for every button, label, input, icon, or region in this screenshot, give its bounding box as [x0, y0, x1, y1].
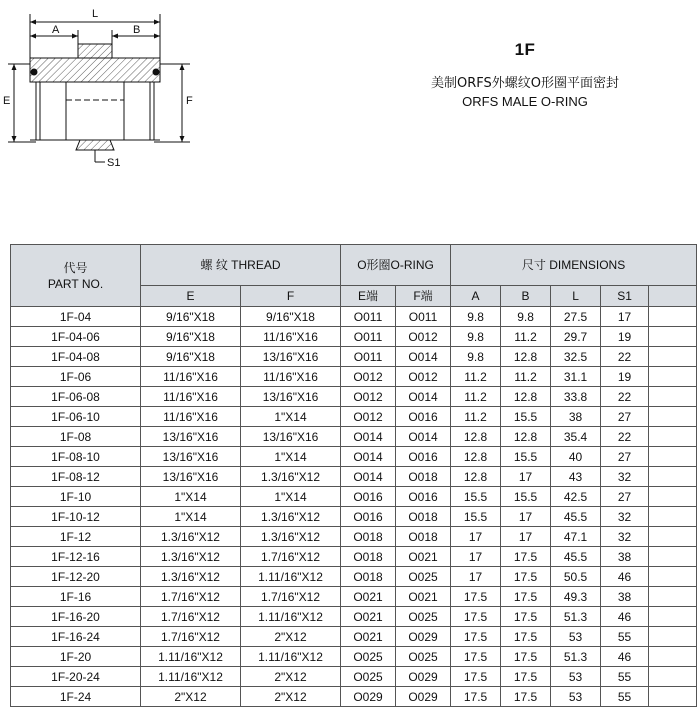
table-row [11, 567, 697, 587]
cell-oring-f: O016 [396, 487, 451, 507]
english-title: ORFS MALE O-RING [462, 94, 588, 109]
cell-dim-a: 17.5 [451, 607, 501, 627]
cell-thread-f: 1.3/16"X12 [241, 507, 341, 527]
cell-dim-a: 17.5 [451, 647, 501, 667]
cell-oring-e: O025 [341, 647, 396, 667]
table-row [11, 467, 697, 487]
cell-dim-l: 38 [551, 407, 601, 427]
cell-dim-l: 42.5 [551, 487, 601, 507]
cell-dim-b: 17 [501, 527, 551, 547]
cell-part-no: 1F-24 [11, 687, 141, 707]
header-b: B [501, 286, 551, 307]
cell-thread-e: 1.3/16"X12 [141, 547, 241, 567]
cell-dim-a: 9.8 [451, 347, 501, 367]
table-row [11, 547, 697, 567]
cell-oring-f: O029 [396, 667, 451, 687]
cell-dim-l: 29.7 [551, 327, 601, 347]
header-f: F [241, 286, 341, 307]
cell-thread-e: 1.3/16"X12 [141, 567, 241, 587]
cell-thread-f: 1.11/16"X12 [241, 607, 341, 627]
cell-blank [649, 307, 697, 327]
cell-thread-f: 1.3/16"X12 [241, 467, 341, 487]
cell-thread-f: 11/16"X16 [241, 327, 341, 347]
cell-thread-e: 2"X12 [141, 687, 241, 707]
cell-blank [649, 387, 697, 407]
header-blank [649, 286, 697, 307]
cell-dim-l: 50.5 [551, 567, 601, 587]
cell-oring-e: O021 [341, 607, 396, 627]
cell-oring-f: O025 [396, 647, 451, 667]
fitting-code: 1F [514, 40, 536, 59]
label-s1: S1 [107, 157, 121, 169]
cell-dim-s1: 17 [601, 307, 649, 327]
cell-dim-b: 15.5 [501, 487, 551, 507]
cell-thread-f: 1.11/16"X12 [241, 647, 341, 667]
cell-oring-e: O018 [341, 567, 396, 587]
spec-table [10, 244, 697, 707]
table-row [11, 607, 697, 627]
cell-thread-f: 1"X14 [241, 447, 341, 467]
cell-oring-e: O029 [341, 687, 396, 707]
cell-thread-e: 11/16"X16 [141, 387, 241, 407]
cell-part-no: 1F-12-16 [11, 547, 141, 567]
cell-dim-s1: 38 [601, 547, 649, 567]
cell-dim-a: 17.5 [451, 667, 501, 687]
cell-dim-l: 45.5 [551, 547, 601, 567]
cell-oring-f: O018 [396, 527, 451, 547]
cell-blank [649, 347, 697, 367]
cell-blank [649, 507, 697, 527]
cell-oring-e: O021 [341, 627, 396, 647]
cell-oring-e: O014 [341, 447, 396, 467]
cell-thread-f: 1.7/16"X12 [241, 547, 341, 567]
cell-oring-e: O014 [341, 467, 396, 487]
table-row [11, 507, 697, 527]
cell-dim-l: 45.5 [551, 507, 601, 527]
table-row [11, 627, 697, 647]
cell-dim-s1: 19 [601, 367, 649, 387]
cell-dim-s1: 46 [601, 607, 649, 627]
cell-part-no: 1F-06 [11, 367, 141, 387]
cell-dim-l: 35.4 [551, 427, 601, 447]
cell-dim-s1: 22 [601, 387, 649, 407]
cell-dim-a: 9.8 [451, 327, 501, 347]
cell-dim-l: 40 [551, 447, 601, 467]
cell-dim-l: 51.3 [551, 647, 601, 667]
cell-blank [649, 527, 697, 547]
cell-oring-f: O029 [396, 627, 451, 647]
cell-dim-b: 11.2 [501, 367, 551, 387]
cell-dim-a: 12.8 [451, 447, 501, 467]
cell-oring-e: O016 [341, 487, 396, 507]
cell-thread-e: 9/16"X18 [141, 327, 241, 347]
cell-blank [649, 367, 697, 387]
fitting-drawing [0, 0, 220, 185]
cell-dim-a: 15.5 [451, 487, 501, 507]
cell-thread-e: 1.3/16"X12 [141, 527, 241, 547]
cell-thread-e: 1"X14 [141, 487, 241, 507]
cell-oring-e: O011 [341, 347, 396, 367]
cell-oring-f: O021 [396, 587, 451, 607]
cell-oring-f: O025 [396, 567, 451, 587]
cell-part-no: 1F-16 [11, 587, 141, 607]
cell-thread-e: 13/16"X16 [141, 467, 241, 487]
cell-oring-f: O014 [396, 347, 451, 367]
table-row [11, 327, 697, 347]
cell-dim-a: 11.2 [451, 407, 501, 427]
cell-part-no: 1F-08-12 [11, 467, 141, 487]
cell-thread-f: 2"X12 [241, 667, 341, 687]
title-block [390, 40, 660, 109]
cell-part-no: 1F-16-24 [11, 627, 141, 647]
table-row [11, 307, 697, 327]
cell-oring-e: O011 [341, 327, 396, 347]
cell-part-no: 1F-08 [11, 427, 141, 447]
cell-part-no: 1F-12 [11, 527, 141, 547]
cell-thread-e: 11/16"X16 [141, 367, 241, 387]
cell-blank [649, 427, 697, 447]
table-row [11, 427, 697, 447]
cell-dim-a: 9.8 [451, 307, 501, 327]
cell-dim-s1: 46 [601, 647, 649, 667]
cell-dim-l: 49.3 [551, 587, 601, 607]
cell-oring-f: O018 [396, 507, 451, 527]
cell-dim-b: 9.8 [501, 307, 551, 327]
spec-table-body [11, 307, 697, 707]
cell-dim-l: 53 [551, 667, 601, 687]
cell-oring-f: O012 [396, 367, 451, 387]
cell-dim-b: 12.8 [501, 347, 551, 367]
table-row [11, 407, 697, 427]
cell-dim-s1: 55 [601, 627, 649, 647]
cell-thread-e: 1.7/16"X12 [141, 587, 241, 607]
cell-dim-l: 51.3 [551, 607, 601, 627]
cell-dim-b: 17.5 [501, 587, 551, 607]
cell-oring-e: O012 [341, 407, 396, 427]
label-l: L [92, 8, 99, 20]
cell-dim-s1: 22 [601, 347, 649, 367]
cell-oring-e: O016 [341, 507, 396, 527]
cell-oring-f: O029 [396, 687, 451, 707]
cell-part-no: 1F-08-10 [11, 447, 141, 467]
cell-thread-e: 1.7/16"X12 [141, 627, 241, 647]
cell-blank [649, 547, 697, 567]
cell-dim-a: 15.5 [451, 507, 501, 527]
cell-dim-b: 12.8 [501, 387, 551, 407]
cell-thread-f: 11/16"X16 [241, 367, 341, 387]
cell-dim-a: 17 [451, 567, 501, 587]
cell-thread-f: 13/16"X16 [241, 387, 341, 407]
cell-dim-l: 53 [551, 627, 601, 647]
cell-dim-s1: 55 [601, 687, 649, 707]
cell-oring-f: O014 [396, 427, 451, 447]
table-row [11, 347, 697, 367]
cell-dim-a: 17.5 [451, 587, 501, 607]
cell-blank [649, 627, 697, 647]
cell-blank [649, 567, 697, 587]
label-b: B [133, 24, 141, 36]
table-row [11, 447, 697, 467]
cell-dim-l: 31.1 [551, 367, 601, 387]
cell-dim-l: 43 [551, 467, 601, 487]
cell-thread-e: 9/16"X18 [141, 307, 241, 327]
cell-dim-s1: 19 [601, 327, 649, 347]
cell-dim-s1: 27 [601, 447, 649, 467]
cell-thread-e: 13/16"X16 [141, 447, 241, 467]
cell-dim-b: 11.2 [501, 327, 551, 347]
cell-dim-b: 17.5 [501, 547, 551, 567]
header-e-end: E端 [341, 286, 396, 307]
cell-dim-s1: 27 [601, 487, 649, 507]
cell-part-no: 1F-10 [11, 487, 141, 507]
cell-dim-l: 53 [551, 687, 601, 707]
table-row [11, 667, 697, 687]
cell-oring-e: O012 [341, 387, 396, 407]
cell-part-no: 1F-10-12 [11, 507, 141, 527]
cell-dim-l: 27.5 [551, 307, 601, 327]
cell-oring-e: O018 [341, 527, 396, 547]
cell-thread-f: 1"X14 [241, 487, 341, 507]
cell-dim-a: 17.5 [451, 687, 501, 707]
cell-thread-f: 2"X12 [241, 687, 341, 707]
cell-thread-e: 1"X14 [141, 507, 241, 527]
cell-part-no: 1F-06-08 [11, 387, 141, 407]
cell-dim-b: 17.5 [501, 607, 551, 627]
cell-dim-a: 17 [451, 527, 501, 547]
cell-blank [649, 647, 697, 667]
table-row [11, 527, 697, 547]
cell-blank [649, 327, 697, 347]
header-e: E [141, 286, 241, 307]
label-f: F [186, 95, 193, 107]
cell-dim-b: 17.5 [501, 687, 551, 707]
table-row [11, 387, 697, 407]
cell-part-no: 1F-12-20 [11, 567, 141, 587]
cell-thread-e: 11/16"X16 [141, 407, 241, 427]
header-part-no: 代号 PART NO. [11, 245, 141, 307]
cell-dim-a: 12.8 [451, 427, 501, 447]
cell-thread-f: 1.7/16"X12 [241, 587, 341, 607]
cell-part-no: 1F-06-10 [11, 407, 141, 427]
cell-dim-b: 15.5 [501, 407, 551, 427]
header-f-end: F端 [396, 286, 451, 307]
cell-dim-b: 17.5 [501, 627, 551, 647]
header-dimensions: 尺寸 DIMENSIONS [451, 245, 697, 286]
cell-dim-a: 17 [451, 547, 501, 567]
label-e: E [3, 95, 11, 107]
header-s1: S1 [601, 286, 649, 307]
cell-thread-f: 2"X12 [241, 627, 341, 647]
cell-oring-f: O014 [396, 387, 451, 407]
cell-dim-s1: 32 [601, 527, 649, 547]
cell-oring-f: O025 [396, 607, 451, 627]
cell-dim-b: 15.5 [501, 447, 551, 467]
cell-thread-f: 13/16"X16 [241, 427, 341, 447]
cell-oring-f: O021 [396, 547, 451, 567]
cell-thread-e: 1.11/16"X12 [141, 667, 241, 687]
cell-dim-l: 32.5 [551, 347, 601, 367]
cell-dim-s1: 22 [601, 427, 649, 447]
chinese-title: 美制ORFS外螺纹O形圈平面密封 [431, 76, 619, 91]
cell-blank [649, 407, 697, 427]
cell-thread-f: 9/16"X18 [241, 307, 341, 327]
cell-part-no: 1F-04-08 [11, 347, 141, 367]
cell-oring-f: O018 [396, 467, 451, 487]
cell-blank [649, 467, 697, 487]
cell-oring-f: O016 [396, 447, 451, 467]
cell-blank [649, 447, 697, 467]
cell-dim-b: 17.5 [501, 647, 551, 667]
cell-thread-f: 13/16"X16 [241, 347, 341, 367]
cell-thread-f: 1"X14 [241, 407, 341, 427]
header-thread: 螺 纹 THREAD [141, 245, 341, 286]
cell-thread-f: 1.11/16"X12 [241, 567, 341, 587]
cell-blank [649, 607, 697, 627]
cell-dim-a: 11.2 [451, 367, 501, 387]
cell-dim-l: 47.1 [551, 527, 601, 547]
cell-dim-s1: 38 [601, 587, 649, 607]
cell-oring-f: O012 [396, 327, 451, 347]
cell-blank [649, 667, 697, 687]
cell-dim-s1: 46 [601, 567, 649, 587]
cell-oring-e: O021 [341, 587, 396, 607]
cell-dim-b: 17.5 [501, 667, 551, 687]
cell-dim-s1: 32 [601, 467, 649, 487]
cell-dim-s1: 27 [601, 407, 649, 427]
header-a: A [451, 286, 501, 307]
cell-dim-s1: 32 [601, 507, 649, 527]
cell-dim-l: 33.8 [551, 387, 601, 407]
cell-dim-s1: 55 [601, 667, 649, 687]
cell-oring-e: O018 [341, 547, 396, 567]
table-row [11, 647, 697, 667]
cell-oring-e: O025 [341, 667, 396, 687]
cell-dim-b: 12.8 [501, 427, 551, 447]
cell-thread-e: 9/16"X18 [141, 347, 241, 367]
table-row [11, 587, 697, 607]
table-row [11, 487, 697, 507]
cell-dim-a: 12.8 [451, 467, 501, 487]
cell-dim-a: 17.5 [451, 627, 501, 647]
cell-part-no: 1F-04 [11, 307, 141, 327]
cell-blank [649, 587, 697, 607]
cell-oring-f: O011 [396, 307, 451, 327]
cell-thread-e: 13/16"X16 [141, 427, 241, 447]
cell-part-no: 1F-20 [11, 647, 141, 667]
cell-thread-f: 1.3/16"X12 [241, 527, 341, 547]
cell-oring-e: O014 [341, 427, 396, 447]
table-row [11, 367, 697, 387]
cell-thread-e: 1.11/16"X12 [141, 647, 241, 667]
cell-part-no: 1F-20-24 [11, 667, 141, 687]
header-oring: O形圈O-RING [341, 245, 451, 286]
cell-dim-b: 17 [501, 467, 551, 487]
cell-oring-e: O012 [341, 367, 396, 387]
cell-dim-b: 17.5 [501, 567, 551, 587]
header-l: L [551, 286, 601, 307]
cell-blank [649, 487, 697, 507]
cell-thread-e: 1.7/16"X12 [141, 607, 241, 627]
cell-part-no: 1F-04-06 [11, 327, 141, 347]
cell-dim-a: 11.2 [451, 387, 501, 407]
cell-oring-f: O016 [396, 407, 451, 427]
cell-dim-b: 17 [501, 507, 551, 527]
cell-oring-e: O011 [341, 307, 396, 327]
label-a: A [52, 24, 60, 36]
cell-part-no: 1F-16-20 [11, 607, 141, 627]
